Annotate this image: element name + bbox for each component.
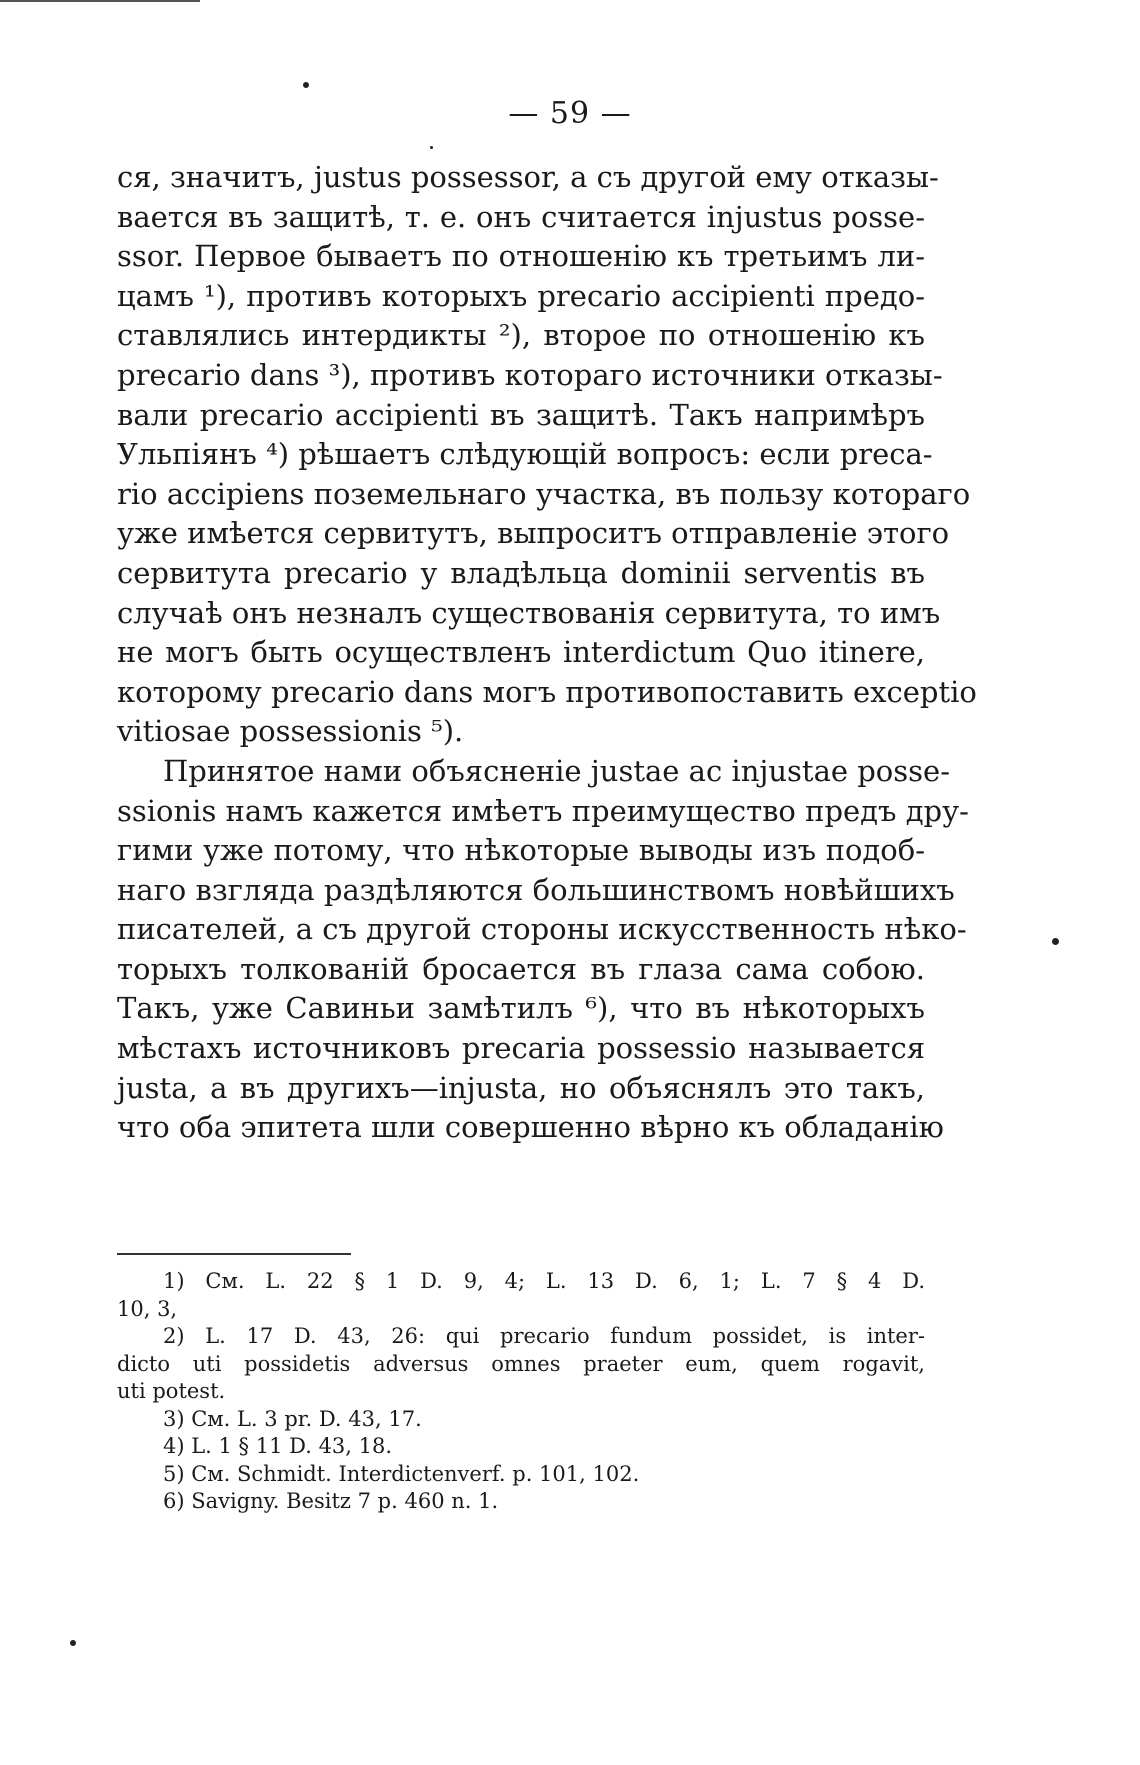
text-line: ся, значитъ, justus possessor, а съ другой ему отказы- <box>117 160 939 194</box>
footnote-separator <box>117 1253 351 1255</box>
scan-speck <box>1052 938 1059 945</box>
text-line: случаѣ онъ незналъ существованія сервитута, то имъ <box>117 595 941 630</box>
scan-speck <box>303 82 309 88</box>
text-line: что оба эпитета шли совершенно вѣрно къ обладанію <box>117 1110 944 1145</box>
scan-speck <box>430 146 433 149</box>
text-line: ставлялись интердикты ²), второе по отношенію къ <box>117 318 925 353</box>
footnote-line: 3) См. L. 3 pr. D. 43, 17. <box>163 1406 422 1431</box>
text-line: ssionis намъ кажется имѣетъ преимущество предъ дру- <box>117 793 969 828</box>
text-line: наго взгляда раздѣляются большинствомъ новѣйшихъ <box>117 872 955 907</box>
text-line: гими уже потому, что нѣкоторые выводы изъ подоб- <box>117 833 925 868</box>
footnote-line: 5) См. Schmidt. Interdictenverf. p. 101, 102. <box>163 1461 640 1486</box>
text-line: цамъ ¹), противъ которыхъ precario accipienti предо- <box>117 278 925 313</box>
text-line: уже имѣется сервитутъ, выпроситъ отправленіе этого <box>117 516 950 551</box>
text-line: Такъ, уже Савиньи замѣтилъ ⁶), что въ нѣкоторыхъ <box>117 991 925 1026</box>
text-line: precario dans ³), противъ котораго источники отказы- <box>117 357 943 392</box>
text-line: мѣстахъ источниковъ precaria possessio называется <box>117 1031 925 1066</box>
footnote-line: 2) L. 17 D. 43, 26: qui precario fundum possidet, is inter- <box>163 1324 925 1348</box>
body-text <box>117 158 977 1148</box>
text-line: rio accipiens поземельнаго участка, въ пользу котораго <box>117 476 971 511</box>
footnote-line: dicto uti possidetis adversus omnes praeter eum, quem rogavit, <box>117 1351 925 1376</box>
text-line: сервитута precario у владѣльца dominii serventis въ <box>117 555 925 590</box>
text-line: ssor. Первое бываетъ по отношенію къ третьимъ ли- <box>117 239 925 274</box>
scan-speck <box>70 1640 76 1646</box>
text-line: торыхъ толкованій бросается въ глаза сама собою. <box>117 951 925 986</box>
footnote-line: 1) См. L. 22 § 1 D. 9, 4; L. 13 D. 6, 1; L. 7 § 4 D. <box>163 1269 925 1293</box>
text-line: писателей, а съ другой стороны искусственность нѣко- <box>117 912 967 947</box>
text-line: Ульпіянъ ⁴) рѣшаетъ слѣдующій вопросъ: если preca- <box>117 437 933 472</box>
footnotes <box>117 1268 925 1516</box>
page-number: — 59 — <box>508 96 632 131</box>
text-line: вали precario accipienti въ защитѣ. Такъ напримѣръ <box>117 397 925 432</box>
text-line: которому precario dans могъ противопоставить exceptio <box>117 674 977 709</box>
footnote-line: uti potest. <box>117 1379 226 1403</box>
footnote-line: 6) Savigny. Besitz 7 p. 460 n. 1. <box>163 1489 499 1513</box>
text-line: justa, а въ другихъ—injusta, но объяснялъ это такъ, <box>117 1070 925 1105</box>
text-line: вается въ защитѣ, т. е. онъ считается injustus posse- <box>117 199 925 234</box>
paragraph-start-line: Принятое нами объясненіе justae ac injustae posse- <box>163 753 950 788</box>
text-line: vitiosae possessionis ⁵). <box>117 714 464 749</box>
text-line: не могъ быть осуществленъ interdictum Quo itinere, <box>117 635 925 670</box>
top-edge-rule <box>0 0 200 7</box>
footnote-line: 10, 3, <box>117 1296 178 1321</box>
footnote-line: 4) L. 1 § 11 D. 43, 18. <box>163 1434 393 1458</box>
